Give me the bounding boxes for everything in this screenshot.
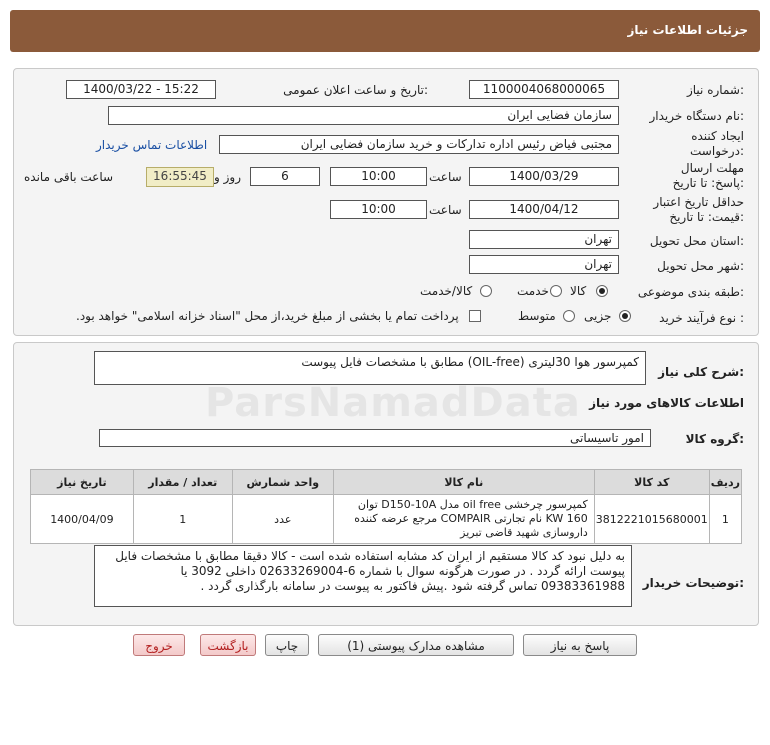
remaining-time-badge: 16:55:45 [146, 167, 214, 187]
buyer-org-label: نام دستگاه خریدار: [649, 109, 744, 123]
category-radio-goods-service[interactable] [480, 285, 492, 297]
announce-label: تاریخ و ساعت اعلان عمومی: [283, 83, 428, 97]
category-option-goods-service: کالا/خدمت [420, 284, 473, 298]
days-label: روز و [214, 170, 241, 184]
general-desc-label: شرح کلی نیاز: [658, 365, 744, 379]
payment-note: پرداخت تمام یا بخشی از مبلغ خرید،از محل "اسناد خزانه اسلامی" خواهد بود. [76, 309, 459, 323]
purchase-type-label: نوع فرآیند خرید : [659, 311, 744, 325]
reply-time-label: ساعت [429, 170, 462, 184]
cell-qty: 1 [133, 495, 232, 544]
page-title: جزئیات اطلاعات نیاز [627, 23, 748, 37]
contact-buyer-link[interactable]: اطلاعات تماس خریدار [96, 138, 208, 152]
announce-field: 1400/03/22 - 15:22 [66, 80, 216, 99]
need-number-field: 1100004068000065 [469, 80, 619, 99]
goods-group-label: گروه کالا: [685, 432, 744, 446]
col-unit: واحد شمارش [232, 470, 333, 495]
treasury-payment-checkbox[interactable] [469, 310, 481, 322]
purchase-option-minor: جزیی [584, 309, 612, 323]
cell-row: 1 [709, 495, 741, 544]
purchase-radio-minor[interactable] [619, 310, 631, 322]
col-date: تاریخ نیاز [31, 470, 134, 495]
cell-code: 3812221015680001 [594, 495, 709, 544]
general-desc-field: کمپرسور هوا 30لیتری (OIL-free) مطابق با مشخصات فایل پیوست [94, 351, 646, 385]
days-field: 6 [250, 167, 320, 186]
buyer-org-field: سازمان فضایی ایران [108, 106, 619, 125]
category-radio-goods[interactable] [596, 285, 608, 297]
print-button[interactable]: چاپ [265, 634, 309, 656]
buyer-notes-field: به دلیل نبود کد کالا مستقیم از ایران کد مشابه استفاده شده است - کالا دقیقا مطابق با مشخصات فایل پیوست ارائه گردد . در صورت هرگونه سوال با شماره 6-02633269004 داخلی 3092 یا 09383361988 تماس گرفته شود .پیش فاکتور به پیوست در سامانه بارگذاری گردد . [94, 545, 632, 607]
category-label: طبقه بندی موضوعی: [637, 285, 744, 299]
reply-button[interactable]: پاسخ به نیاز [523, 634, 637, 656]
city-label: شهر محل تحویل: [657, 259, 744, 273]
validity-date-field: 1400/04/12 [469, 200, 619, 219]
reply-time-field: 10:00 [330, 167, 427, 186]
purchase-radio-medium[interactable] [563, 310, 575, 322]
remaining-label: ساعت باقی مانده [24, 170, 114, 184]
province-field: تهران [469, 230, 619, 249]
category-option-goods: کالا [570, 284, 587, 298]
col-row: ردیف [709, 470, 741, 495]
details-panel [13, 68, 759, 336]
view-attachments-button[interactable]: مشاهده مدارک پیوستی (1) [318, 634, 514, 656]
goods-table [30, 469, 742, 544]
category-radio-service[interactable] [550, 285, 562, 297]
purchase-option-medium: متوسط [518, 309, 556, 323]
cell-date: 1400/04/09 [31, 495, 134, 544]
goods-info-title: اطلاعات کالاهای مورد نیاز [589, 396, 744, 410]
cell-unit: عدد [232, 495, 333, 544]
need-number-label: شماره نیاز: [686, 83, 744, 97]
col-qty: تعداد / مقدار [133, 470, 232, 495]
table-header-row [31, 470, 742, 495]
back-button[interactable]: بازگشت [200, 634, 256, 656]
creator-label: ایجاد کننده درخواست: [690, 129, 744, 158]
cell-name: کمپرسور چرخشی oil free مدل D150-10A توان 160 KW نام تجارتی COMPAIR مرجع عرضه کننده داروسازی شهید قاضی تبریز [333, 495, 594, 544]
price-validity-label: حداقل تاریخ اعتبار قیمت: تا تاریخ: [653, 195, 744, 224]
goods-group-field: امور تاسیساتی [99, 429, 651, 447]
creator-field: مجتبی فیاض رئیس اداره تدارکات و خرید سازمان فضایی ایران [219, 135, 619, 154]
validity-time-label: ساعت [429, 203, 462, 217]
reply-date-field: 1400/03/29 [469, 167, 619, 186]
province-label: استان محل تحویل: [649, 234, 744, 248]
exit-button[interactable]: خروج [133, 634, 185, 656]
city-field: تهران [469, 255, 619, 274]
col-code: کد کالا [594, 470, 709, 495]
page-header [10, 10, 760, 52]
col-name: نام کالا [333, 470, 594, 495]
buyer-notes-label: توضیحات خریدار: [642, 576, 744, 590]
validity-time-field: 10:00 [330, 200, 427, 219]
category-option-service: خدمت [517, 284, 549, 298]
reply-deadline-label: مهلت ارسال پاسخ: تا تاریخ: [672, 161, 744, 190]
table-row [31, 495, 742, 544]
